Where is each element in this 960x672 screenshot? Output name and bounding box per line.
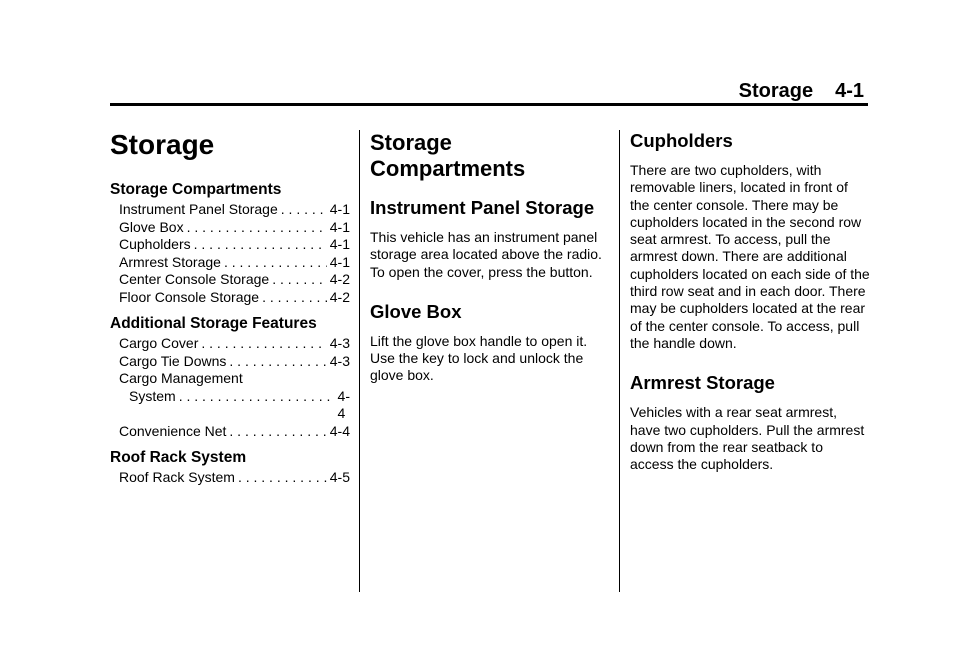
toc-group-storage-compartments bbox=[110, 180, 350, 306]
toc-entry-title-cont: System bbox=[129, 387, 176, 404]
toc-entry[interactable] bbox=[110, 335, 350, 353]
toc-entry[interactable] bbox=[110, 353, 350, 371]
toc-entry[interactable] bbox=[110, 236, 350, 254]
toc-entry[interactable] bbox=[110, 201, 350, 219]
header-rule bbox=[110, 103, 868, 106]
toc-heading[interactable]: Roof Rack System bbox=[110, 449, 247, 466]
toc-entry-title: Center Console Storage bbox=[119, 271, 270, 287]
toc-entry-title: Cupholders bbox=[119, 236, 191, 252]
toc-entry-title: Glove Box bbox=[119, 218, 184, 235]
toc-entry-page: 4-2 bbox=[329, 288, 350, 305]
instrument-panel-heading: Instrument Panel Storage bbox=[370, 197, 595, 218]
toc-entry-title: Floor Console Storage bbox=[119, 288, 260, 305]
toc-entry-page: 4-2 bbox=[329, 271, 350, 287]
cupholders-text: There are two cupholders, with removable liners, located in front of the center console. There may be cupholders located in the second row seat armrest. To access, pull the armrest down. There are additional cupholders located on each side of the third row seat and in each door. There may be cupholders located at the rear of the center console. To access, pull the handle down. bbox=[630, 162, 870, 351]
toc-entry[interactable] bbox=[110, 469, 350, 487]
toc-heading[interactable]: Storage Compartments bbox=[110, 181, 282, 198]
toc-entry-page: 4-5 bbox=[329, 469, 350, 485]
toc-group-roof-rack bbox=[110, 448, 350, 487]
toc-entry-page: 4-3 bbox=[329, 335, 350, 351]
toc-entry-title: Cargo Cover bbox=[119, 335, 199, 351]
running-header bbox=[739, 79, 864, 103]
section-title-line2: Compartments bbox=[370, 156, 526, 181]
content-column-3 bbox=[630, 125, 870, 473]
toc-entry[interactable] bbox=[110, 271, 350, 289]
chapter-title: Storage bbox=[110, 129, 215, 160]
toc-entry[interactable] bbox=[110, 219, 350, 237]
toc-entry-page: 4-3 bbox=[329, 352, 350, 369]
content-column-2 bbox=[370, 125, 610, 385]
toc-entry-title: Instrument Panel Storage bbox=[119, 201, 278, 217]
toc-entry-page: 4-1 bbox=[329, 218, 350, 235]
header-page-number: 4-1 bbox=[835, 80, 864, 102]
toc-entry[interactable] bbox=[110, 289, 350, 307]
toc-entry-page: 4-1 bbox=[329, 236, 350, 252]
toc-entry-title: Armrest Storage bbox=[119, 253, 221, 270]
toc-entry-page: 4-1 bbox=[329, 253, 350, 270]
armrest-storage-text: Vehicles with a rear seat armrest, have two cupholders. Pull the armrest down from the rear seatback to access the cupholders. bbox=[630, 404, 865, 473]
glove-box-heading: Glove Box bbox=[370, 300, 462, 322]
armrest-storage-heading: Armrest Storage bbox=[630, 372, 775, 394]
toc-entry-title: Cargo Management bbox=[119, 370, 243, 386]
toc-column bbox=[110, 125, 350, 487]
toc-entry[interactable] bbox=[110, 370, 350, 423]
toc-entry[interactable] bbox=[110, 254, 350, 272]
toc-heading[interactable]: Additional Storage Features bbox=[110, 315, 317, 332]
glove-box-text: Lift the glove box handle to open it. Use the key to lock and unlock the glove box. bbox=[370, 332, 588, 384]
instrument-panel-text: This vehicle has an instrument panel storage area located above the radio. To open the cover, press the button. bbox=[370, 229, 602, 280]
toc-group-additional-storage bbox=[110, 314, 350, 440]
toc-entry[interactable] bbox=[110, 423, 350, 441]
section-title-line1: Storage bbox=[370, 130, 452, 155]
toc-entry-title: Convenience Net bbox=[119, 422, 227, 439]
column-divider-1 bbox=[359, 130, 360, 592]
toc-entry-page: 4-4 bbox=[329, 422, 350, 439]
toc-entry-title: Cargo Tie Downs bbox=[119, 352, 227, 369]
header-section-name: Storage bbox=[738, 80, 814, 102]
section-title bbox=[370, 130, 610, 182]
toc-entry-title: Roof Rack System bbox=[119, 469, 235, 485]
toc-entry-page: 4-1 bbox=[329, 201, 350, 217]
cupholders-heading: Cupholders bbox=[630, 130, 733, 151]
column-divider-2 bbox=[619, 130, 620, 592]
toc-entry-page: 4-4 bbox=[337, 387, 350, 421]
